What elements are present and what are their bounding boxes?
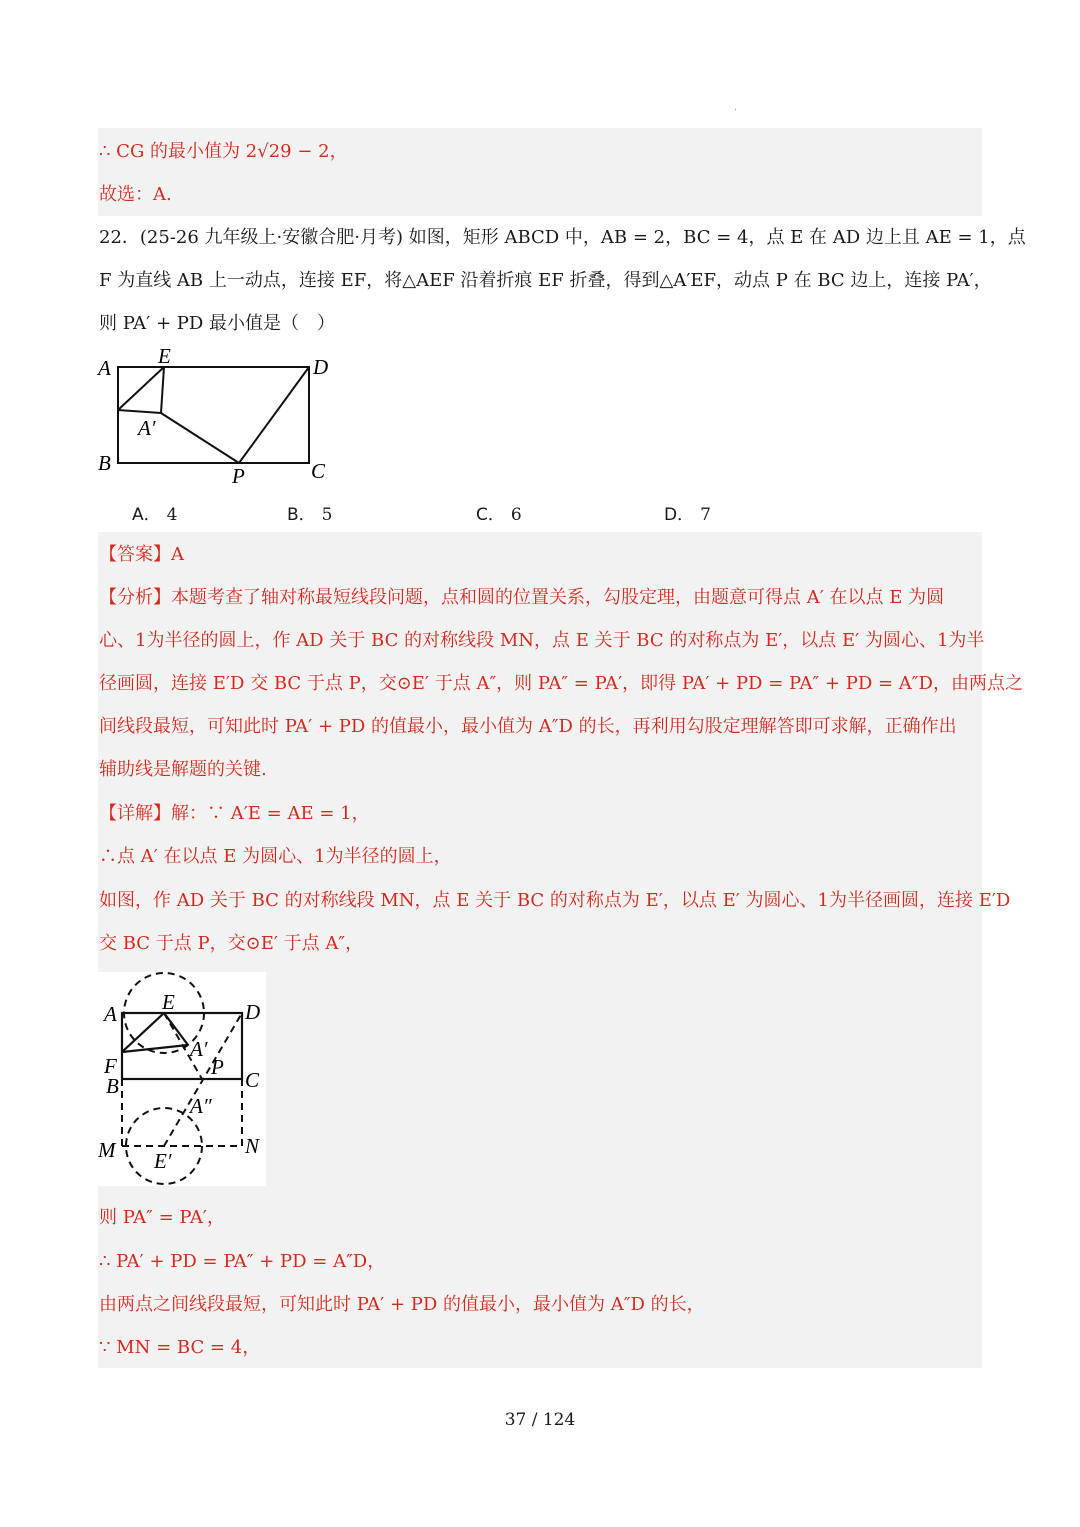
analysis-tag: 【分析】 bbox=[99, 587, 171, 608]
label-e-2: E bbox=[162, 990, 175, 1014]
detail-line-4: 交 BC 于点 P，交⊙E′ 于点 A″， bbox=[99, 933, 364, 954]
label-m: M bbox=[98, 1138, 116, 1162]
label-a-double-prime: A″ bbox=[190, 1094, 212, 1118]
option-b bbox=[287, 500, 333, 525]
label-b: B bbox=[98, 451, 111, 475]
answer-line bbox=[99, 543, 184, 567]
label-e-prime: E′ bbox=[154, 1149, 172, 1173]
label-f-2: F bbox=[104, 1054, 117, 1078]
option-b-letter: B． bbox=[287, 505, 316, 525]
figure-rectangle-fold bbox=[94, 340, 344, 490]
detail-line-1 bbox=[99, 802, 370, 826]
analysis-line-2: 心、1为半径的圆上，作 AD 关于 BC 的对称线段 MN，点 E 关于 BC 的对称点为 E′，以点 E′ 为圆心、1为半 bbox=[99, 630, 985, 651]
option-a-value: 4 bbox=[166, 505, 178, 525]
detail-line-8: ∵ MN = BC = 4， bbox=[99, 1337, 261, 1358]
detail-tag: 【详解】 bbox=[99, 803, 171, 824]
question-line-3: 则 PA′ + PD 最小值是（ ） bbox=[99, 313, 336, 334]
analysis-text-1: 本题考查了轴对称最短线段问题，点和圆的位置关系，勾股定理，由题意可得点 A′ 在以点 E 为圆 bbox=[171, 587, 945, 608]
rect-abcd bbox=[118, 367, 309, 463]
prev-solution-line-1: ∴ CG 的最小值为 2√29 − 2， bbox=[99, 141, 348, 162]
label-a-2: A bbox=[104, 1002, 117, 1026]
answer-tag: 【答案】 bbox=[99, 544, 171, 565]
option-d-value: 7 bbox=[700, 505, 711, 525]
analysis-line-5: 辅助线是解题的关键. bbox=[99, 759, 267, 780]
label-b-2: B bbox=[106, 1074, 119, 1098]
analysis-line-1 bbox=[99, 586, 944, 610]
option-a bbox=[132, 500, 177, 525]
option-d-letter: D． bbox=[664, 505, 695, 525]
option-d bbox=[664, 500, 711, 525]
detail-line-2: ∴点 A′ 在以点 E 为圆心、1为半径的圆上， bbox=[99, 846, 452, 867]
segment-f-a-prime bbox=[118, 410, 161, 413]
option-c-value: 6 bbox=[510, 505, 522, 525]
figure-reflection-construction bbox=[98, 972, 266, 1186]
label-p-2: P bbox=[211, 1055, 224, 1079]
page-number: 37 / 124 bbox=[504, 1410, 576, 1430]
analysis-line-3: 径画圆，连接 E′D 交 BC 于点 P，交⊙E′ 于点 A″，则 PA″ = PA′，即得 PA′ + PD = PA″ + PD = A″D，由两点之 bbox=[99, 673, 1023, 694]
detail-line-5: 则 PA″ = PA′， bbox=[99, 1207, 225, 1228]
stray-mark: ʼ bbox=[734, 108, 737, 117]
question-line-2: F 为直线 AB 上一动点，连接 EF，将△AEF 沿着折痕 EF 折叠，得到△A′EF，动点 P 在 BC 边上，连接 PA′， bbox=[99, 270, 992, 291]
segment-p-d bbox=[239, 367, 309, 463]
label-c: C bbox=[311, 459, 326, 483]
option-b-value: 5 bbox=[321, 505, 333, 525]
label-a-prime: A′ bbox=[138, 416, 156, 440]
segment-e-a-prime bbox=[161, 367, 164, 413]
label-c-2: C bbox=[245, 1068, 260, 1092]
segment-a-prime-p bbox=[161, 413, 239, 463]
option-c bbox=[476, 500, 522, 525]
label-p: P bbox=[232, 464, 245, 488]
segment-e-fold-a bbox=[118, 367, 164, 410]
detail-text-1: 解：∵ A′E = AE = 1， bbox=[171, 803, 370, 824]
option-a-letter: A． bbox=[132, 505, 161, 525]
label-d: D bbox=[313, 355, 329, 379]
analysis-line-4: 间线段最短，可知此时 PA′ + PD 的值最小，最小值为 A″D 的长，再利用勾股定理解答即可求解，正确作出 bbox=[99, 716, 957, 737]
prev-solution-line-2: 故选：A. bbox=[99, 184, 172, 205]
option-c-letter: C． bbox=[476, 505, 505, 525]
label-e: E bbox=[158, 344, 171, 368]
detail-line-7: 由两点之间线段最短，可知此时 PA′ + PD 的值最小，最小值为 A″D 的长， bbox=[99, 1294, 705, 1315]
label-d-2: D bbox=[245, 1000, 261, 1024]
label-n: N bbox=[245, 1134, 260, 1158]
detail-line-6: ∴ PA′ + PD = PA″ + PD = A″D， bbox=[99, 1251, 386, 1272]
question-line-1: 22．(25-26 九年级上·安徽合肥·月考) 如图，矩形 ABCD 中，AB = 2，BC = 4，点 E 在 AD 边上且 AE = 1，点 bbox=[99, 227, 1026, 248]
label-a: A bbox=[98, 356, 111, 380]
label-a-prime-2: A′ bbox=[190, 1037, 208, 1061]
detail-line-3: 如图，作 AD 关于 BC 的对称线段 MN，点 E 关于 BC 的对称点为 E′，以点 E′ 为圆心、1为半径画圆，连接 E′D bbox=[99, 890, 1011, 911]
answer-value: A bbox=[171, 544, 184, 565]
